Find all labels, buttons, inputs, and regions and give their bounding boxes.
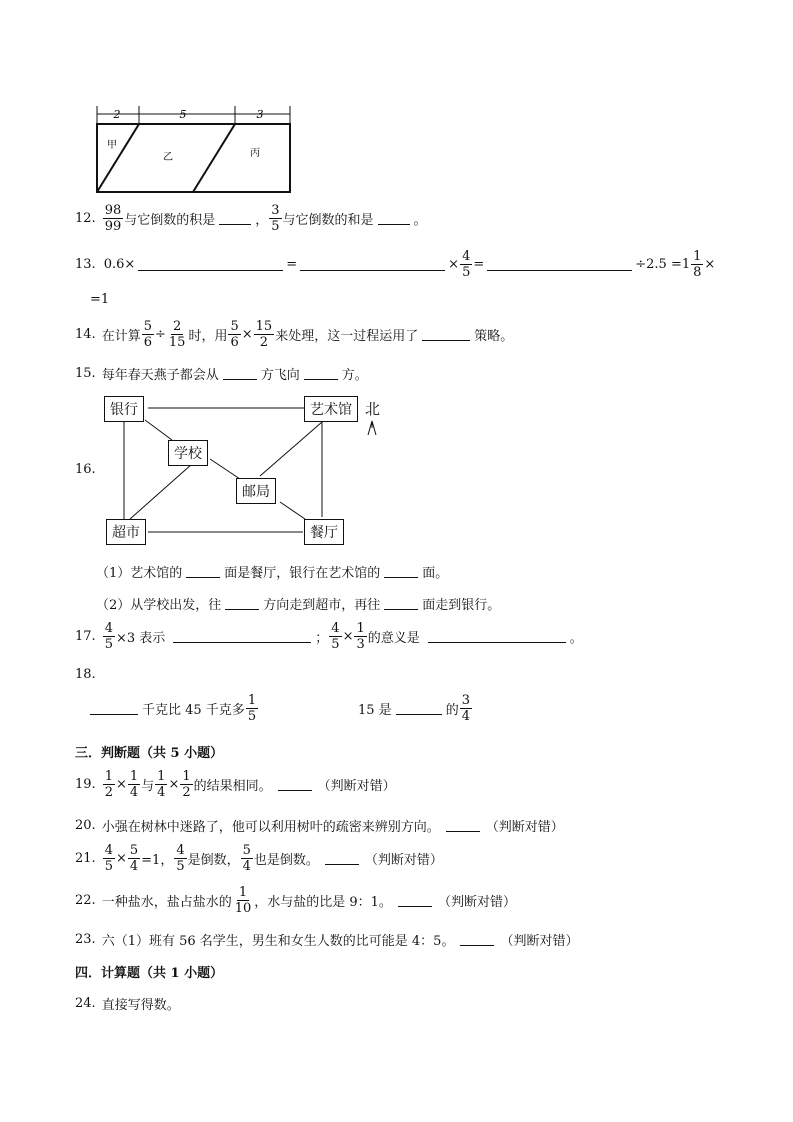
answer-blank[interactable] bbox=[422, 328, 470, 341]
mixed-number: 1 $\frac{1}{8}$ bbox=[681, 249, 702, 280]
q-text: 是倒数， bbox=[187, 853, 240, 868]
section-3-heading: 三．判断题（共 5 小题） bbox=[75, 746, 224, 761]
question-14 bbox=[75, 320, 513, 349]
q-text: 的 bbox=[445, 703, 459, 718]
fraction: $\frac{4}{5}$ bbox=[104, 621, 113, 652]
q-number: 16. bbox=[75, 462, 96, 477]
fraction: $\frac{1}{2}$ bbox=[182, 769, 191, 800]
question-16-1 bbox=[96, 562, 448, 581]
fraction: $\frac{1}{4}$ bbox=[157, 769, 166, 800]
art-museum-box: 艺术馆 bbox=[304, 396, 358, 422]
fraction: $\frac{3}{5}$ bbox=[271, 203, 280, 234]
fraction: $\frac{4}{5}$ bbox=[462, 249, 471, 280]
q-text: ， bbox=[255, 213, 269, 228]
question-16-2 bbox=[96, 594, 500, 613]
answer-blank[interactable] bbox=[378, 212, 410, 225]
q-number: 20. bbox=[75, 818, 96, 833]
q-text: = bbox=[286, 257, 298, 272]
post-office-box: 邮局 bbox=[236, 478, 276, 504]
answer-blank[interactable] bbox=[325, 852, 359, 865]
answer-blank[interactable] bbox=[304, 367, 338, 380]
label-jia: 甲 bbox=[107, 140, 117, 151]
fraction: $\frac{2}{15}$ bbox=[168, 319, 186, 350]
answer-blank[interactable] bbox=[487, 258, 632, 271]
answer-blank[interactable] bbox=[278, 778, 312, 791]
north-label: 北 bbox=[365, 400, 381, 418]
answer-blank[interactable] bbox=[186, 565, 220, 578]
fraction: $\frac{4}{5}$ bbox=[104, 843, 113, 874]
answer-blank[interactable] bbox=[90, 702, 138, 715]
q-text: 。 bbox=[569, 631, 583, 646]
q-number: 13. bbox=[75, 257, 96, 272]
q-text: ÷ bbox=[154, 327, 166, 342]
q-text: 面。 bbox=[422, 566, 449, 581]
answer-blank[interactable] bbox=[384, 597, 418, 610]
q-text: （判断对错） bbox=[500, 934, 579, 949]
q-number: 21. bbox=[75, 851, 96, 866]
q-number: 23. bbox=[75, 932, 96, 947]
fraction: $\frac{1}{2}$ bbox=[104, 769, 113, 800]
q-text: 的意义是 bbox=[367, 631, 420, 646]
answer-blank[interactable] bbox=[300, 258, 445, 271]
question-24 bbox=[75, 994, 180, 1013]
fraction: $\frac{5}{6}$ bbox=[143, 319, 152, 350]
direction-map bbox=[100, 392, 390, 552]
fraction: $\frac{1}{3}$ bbox=[356, 621, 365, 652]
answer-blank[interactable] bbox=[219, 212, 251, 225]
section-4-heading: 四．计算题（共 1 小题） bbox=[75, 966, 224, 981]
q-text: =1， bbox=[141, 853, 174, 868]
q-text: = bbox=[473, 257, 485, 272]
q-text: ； bbox=[315, 631, 329, 646]
question-18-a bbox=[90, 694, 259, 723]
q-text: × bbox=[704, 257, 716, 272]
fraction: $\frac{3}{4}$ bbox=[461, 693, 470, 724]
q-text: 面是餐厅，银行在艺术馆的 bbox=[224, 566, 381, 581]
question-12 bbox=[75, 204, 427, 233]
answer-blank[interactable] bbox=[428, 630, 566, 643]
fraction: $\frac{1}{10}$ bbox=[234, 885, 252, 916]
q-number: 12. bbox=[75, 211, 96, 226]
north-arrow-icon bbox=[366, 420, 378, 436]
q-text: （判断对错） bbox=[437, 895, 516, 910]
answer-blank[interactable] bbox=[138, 258, 283, 271]
q-text: 在计算 bbox=[101, 329, 141, 344]
answer-blank[interactable] bbox=[223, 367, 257, 380]
q-text: 与 bbox=[141, 779, 155, 794]
parallelogram-diagram bbox=[95, 100, 295, 195]
q-text: 。 bbox=[413, 213, 427, 228]
q-text: × bbox=[115, 851, 127, 866]
fraction: $\frac{4}{5}$ bbox=[331, 621, 340, 652]
q-text: （2）从学校出发，往 bbox=[96, 598, 222, 613]
q-text: 0.6× bbox=[103, 257, 136, 272]
fraction: $\frac{98}{99}$ bbox=[104, 203, 122, 234]
question-20 bbox=[75, 816, 564, 835]
q-number: 19. bbox=[75, 777, 96, 792]
q-text: 也是倒数。 bbox=[253, 853, 319, 868]
q-text: × bbox=[448, 257, 460, 272]
q-text: 方向走到超市，再往 bbox=[263, 598, 381, 613]
answer-blank[interactable] bbox=[446, 819, 480, 832]
answer-blank[interactable] bbox=[225, 597, 259, 610]
q-text: × bbox=[342, 629, 354, 644]
dim-3: 3 bbox=[256, 108, 264, 121]
question-18-b bbox=[358, 694, 473, 723]
answer-blank[interactable] bbox=[398, 894, 432, 907]
q-number: 18. bbox=[75, 667, 96, 682]
answer-blank[interactable] bbox=[384, 565, 418, 578]
answer-blank[interactable] bbox=[173, 630, 311, 643]
q-number: 17. bbox=[75, 629, 96, 644]
q-text: 每年春天燕子都会从 bbox=[101, 368, 219, 383]
q-number: 14. bbox=[75, 327, 96, 342]
q-text: 千克比 45 千克多 bbox=[142, 703, 245, 718]
school-box: 学校 bbox=[168, 440, 208, 466]
q-number: 15. bbox=[75, 366, 96, 381]
q-text: × bbox=[115, 777, 127, 792]
q-text: ×3 表示 bbox=[115, 631, 166, 646]
fraction: $\frac{5}{4}$ bbox=[129, 843, 139, 874]
q-text: 小强在树林中迷路了，他可以利用树叶的疏密来辨别方向。 bbox=[101, 820, 440, 835]
fraction: $\frac{1}{4}$ bbox=[129, 769, 139, 800]
q-text: × bbox=[241, 327, 253, 342]
fraction: $\frac{5}{6}$ bbox=[230, 319, 239, 350]
q-text: （判断对错） bbox=[364, 853, 443, 868]
q-text: ，水与盐的比是 9：1。 bbox=[254, 895, 392, 910]
label-bing: 丙 bbox=[250, 148, 260, 159]
q-text: 15 是 bbox=[358, 703, 392, 718]
question-21 bbox=[75, 844, 443, 873]
q-text: 方飞向 bbox=[260, 368, 300, 383]
fraction: $\frac{15}{2}$ bbox=[255, 319, 273, 350]
restaurant-box: 餐厅 bbox=[304, 519, 344, 545]
q-text: × bbox=[168, 777, 180, 792]
q-text: 的结果相同。 bbox=[193, 779, 272, 794]
q-number: 24. bbox=[75, 996, 96, 1011]
fraction: $\frac{5}{4}$ bbox=[242, 843, 251, 874]
question-15 bbox=[75, 364, 368, 383]
q-text: （1）艺术馆的 bbox=[96, 566, 183, 581]
q-text: 一种盐水，盐占盐水的 bbox=[101, 895, 232, 910]
q-text: （判断对错） bbox=[485, 820, 564, 835]
label-yi: 乙 bbox=[163, 152, 173, 163]
q-text: （判断对错） bbox=[317, 779, 396, 794]
q-text: 时，用 bbox=[188, 329, 228, 344]
q-text: 与它倒数的和是 bbox=[282, 213, 374, 228]
q-text: 方。 bbox=[341, 368, 368, 383]
dim-2: 2 bbox=[113, 108, 121, 121]
q-number: 22. bbox=[75, 893, 96, 908]
q-text: ÷2.5 = bbox=[635, 257, 682, 272]
q-text: 六（1）班有 56 名学生，男生和女生人数的比可能是 4：5。 bbox=[101, 934, 455, 949]
answer-blank[interactable] bbox=[396, 702, 442, 715]
fraction: $\frac{4}{5}$ bbox=[176, 843, 185, 874]
q-text: 与它倒数的积是 bbox=[124, 213, 216, 228]
question-13 bbox=[75, 250, 715, 279]
question-13-line2: =1 bbox=[90, 292, 110, 307]
question-22 bbox=[75, 886, 516, 915]
answer-blank[interactable] bbox=[460, 933, 494, 946]
q-text: 策略。 bbox=[474, 329, 514, 344]
dim-5: 5 bbox=[179, 108, 187, 121]
question-17 bbox=[75, 622, 583, 651]
supermarket-box: 超市 bbox=[106, 519, 146, 545]
q-text: 直接写得数。 bbox=[101, 998, 180, 1013]
parallelogram-figure bbox=[95, 100, 295, 195]
question-23 bbox=[75, 930, 578, 949]
question-19 bbox=[75, 770, 396, 799]
fraction: $\frac{1}{5}$ bbox=[247, 693, 257, 724]
q-text: 面走到银行。 bbox=[422, 598, 501, 613]
bank-box: 银行 bbox=[104, 396, 144, 422]
q-text: 来处理，这一过程运用了 bbox=[275, 329, 419, 344]
